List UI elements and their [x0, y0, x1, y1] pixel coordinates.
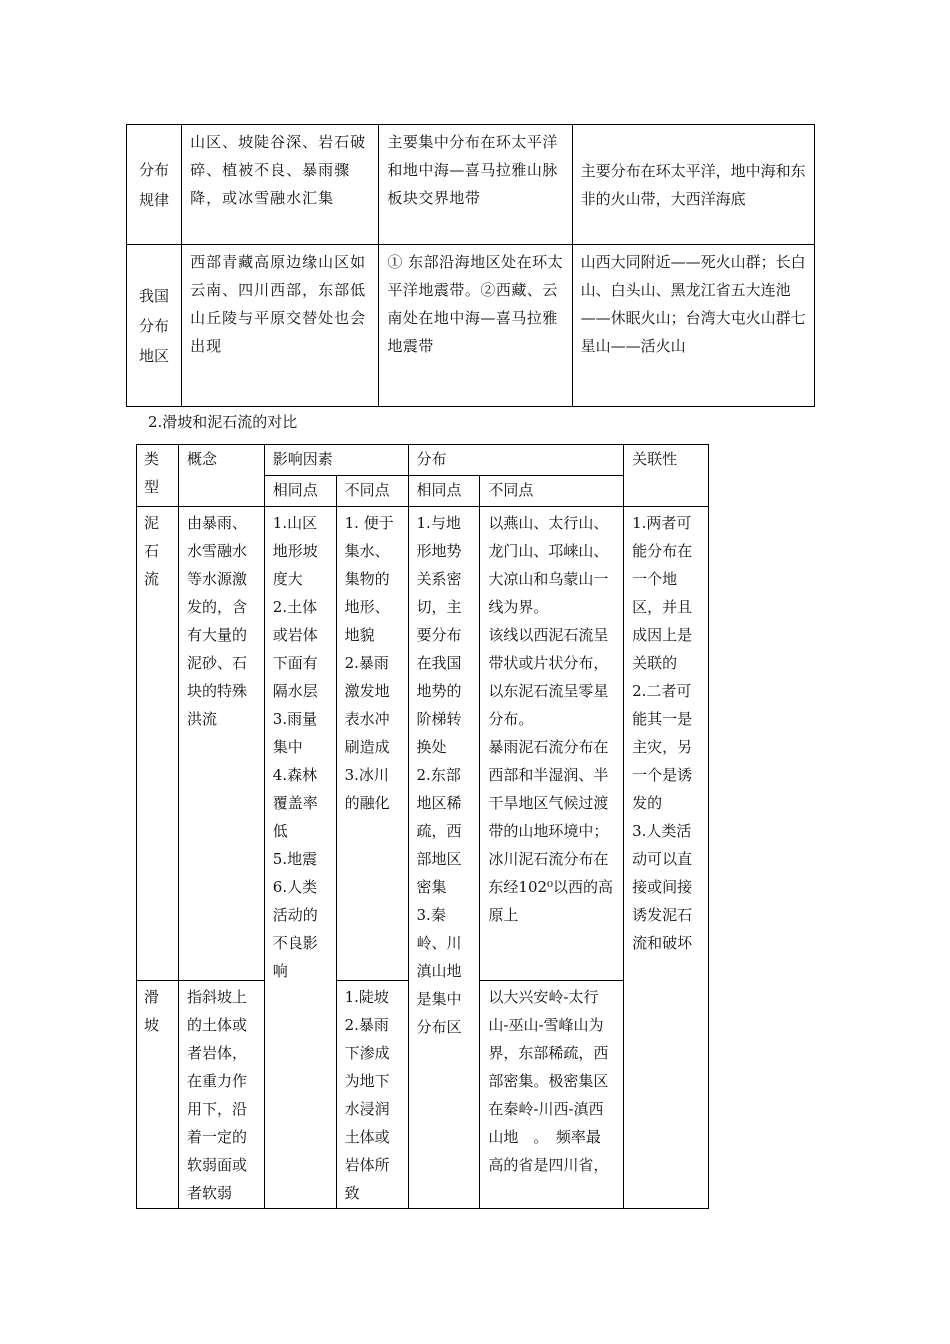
table-cell: 山区、坡陡谷深、岩石破碎、植被不良、暴雨骤降，或冰雪融水汇集 [182, 125, 379, 245]
table-row-debris-flow [137, 507, 709, 981]
row-header: 分布 规律 [127, 125, 182, 245]
same-factors: 1.山区地形坡度大 2.土体或岩体下面有隔水层 3.雨量集中 4.森林覆盖率低 5.地震 6.人类活动的不良影响 [264, 507, 336, 1209]
table-cell: 山西大同附近——死火山群；长白山、白头山、黑龙江省五大连池——休眠火山；台湾大屯火山群七星山——活火山 [572, 245, 814, 407]
diff-factors-landslide: 1.陡坡 2.暴雨下渗成为地下水浸润土体或岩体所致 [336, 981, 408, 1209]
header-factors: 影响因素 [264, 445, 408, 476]
dist-diff-landslide: 以大兴安岭-太行山-巫山-雪峰山为界，东部稀疏，西部密集。极密集区在秦岭-川西-滇西山地 。 频率最高的省是四川省， [480, 981, 624, 1209]
table-row [127, 125, 815, 245]
section-subtitle: 2.滑坡和泥石流的对比 [148, 413, 298, 431]
concept-landslide: 指斜坡上的土体或者岩体，在重力作用下，沿着一定的软弱面或者软弱 [178, 981, 264, 1209]
header-dist-diff: 不同点 [480, 476, 624, 507]
diff-factors-debris-flow: 1. 便于集水、集物的地形、地貌 2.暴雨激发地表水冲刷造成 3.冰川的融化 [336, 507, 408, 981]
relation: 1.两者可能分布在一个地区，并且成因上是关联的 2.二者可能其一是主灾，另一个是诱发的 3.人类活动可以直接或间接诱发泥石流和破坏 [624, 507, 709, 1209]
concept-debris-flow: 由暴雨、水雪融水等水源激发的，含有大量的泥砂、石块的特殊洪流 [178, 507, 264, 981]
table-cell: 西部青藏高原边缘山区如云南、四川西部，东部低山丘陵与平原交替处也会出现 [182, 245, 379, 407]
table-cell: 主要集中分布在环太平洋和地中海—喜马拉雅山脉板块交界地带 [379, 125, 572, 245]
hazard-distribution-table [126, 124, 815, 407]
type-debris-flow: 泥 石 流 [137, 507, 179, 981]
dist-same: 1.与地形地势关系密切，主要分布在我国地势的阶梯转换处 2.东部地区稀疏，西部地区密集 3.秦岭、川滇山地是集中分布区 [408, 507, 480, 1209]
header-concept: 概念 [178, 445, 264, 507]
landslide-debris-flow-table [136, 444, 709, 1209]
type-landslide: 滑 坡 [137, 981, 179, 1209]
table-header-row [137, 445, 709, 476]
row-header: 我国 分布 地区 [127, 245, 182, 407]
table-cell: 主要分布在环太平洋，地中海和东非的火山带，大西洋海底 [572, 125, 814, 245]
table-cell: ① 东部沿海地区处在环太平洋地震带。②西藏、云南处在地中海—喜马拉雅地震带 [379, 245, 572, 407]
table-row [127, 245, 815, 407]
header-same-factors: 相同点 [264, 476, 336, 507]
header-distribution: 分布 [408, 445, 624, 476]
dist-diff-debris-flow: 以燕山、太行山、龙门山、邛崃山、大凉山和乌蒙山一线为界。 该线以西泥石流呈带状或片状分布，以东泥石流呈零星分布。 暴雨泥石流分布在西部和半湿润、半干旱地区气候过渡带的山地环境中；冰川泥石流分布在东经102⁰以西的高原上 [480, 507, 624, 981]
header-dist-same: 相同点 [408, 476, 480, 507]
header-type: 类 型 [137, 445, 179, 507]
header-relation: 关联性 [624, 445, 709, 507]
header-diff-factors: 不同点 [336, 476, 408, 507]
